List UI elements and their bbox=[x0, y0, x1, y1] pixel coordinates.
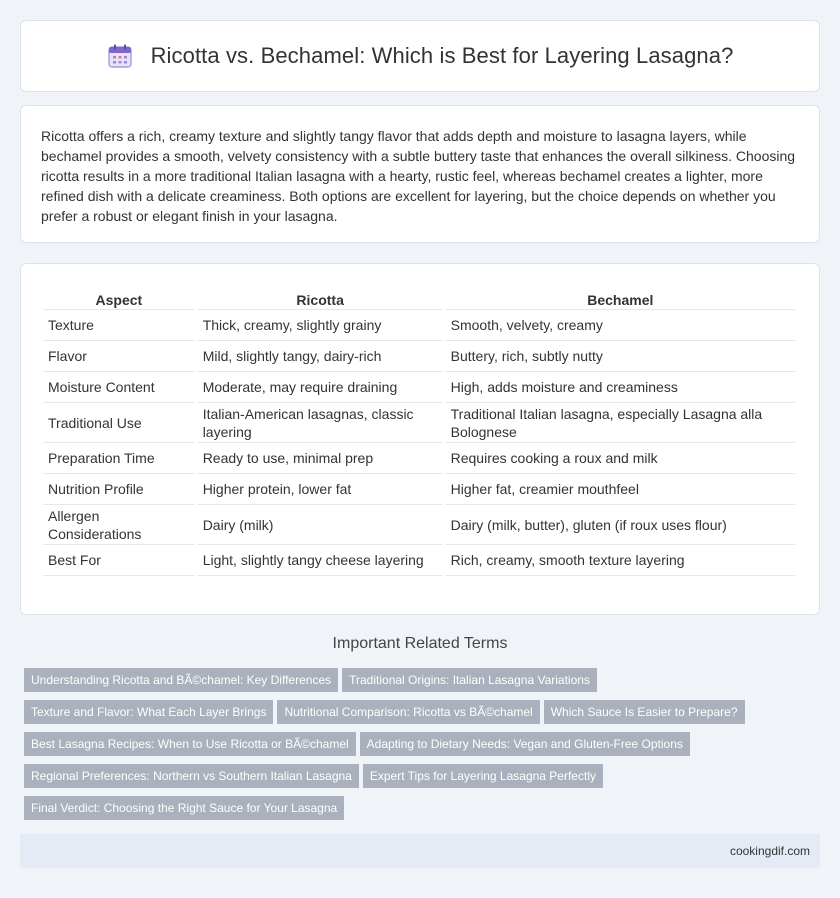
related-terms-title: Important Related Terms bbox=[332, 635, 508, 652]
table-row bbox=[43, 474, 795, 505]
related-terms-list bbox=[24, 668, 804, 828]
table-row bbox=[43, 341, 795, 372]
related-term-tag[interactable]: Traditional Origins: Italian Lasagna Variations bbox=[342, 668, 597, 692]
comparison-card bbox=[20, 263, 820, 615]
row-bechamel: Higher fat, creamier mouthfeel bbox=[446, 474, 795, 505]
row-bechamel: Buttery, rich, subtly nutty bbox=[446, 341, 795, 372]
table-row bbox=[43, 310, 795, 341]
table-row bbox=[43, 505, 795, 545]
row-ricotta: Moderate, may require draining bbox=[198, 372, 443, 403]
table-row bbox=[43, 545, 795, 576]
related-term-tag[interactable]: Best Lasagna Recipes: When to Use Ricotta or BÃ©chamel bbox=[24, 732, 356, 756]
intro-paragraph: Ricotta offers a rich, creamy texture and slightly tangy flavor that adds depth and moisture to lasagna layers, while bechamel provides a smooth, velvety consistency with a subtle buttery taste that enhances the overall silkiness. Choosing ricotta results in a more traditional Italian lasagna with a hearty, rustic feel, whereas bechamel creates a lighter, more refined dish with a delicate creaminess. Both options are excellent for layering, but the choice depends on whether you prefer a robust or elegant finish in your lasagna. bbox=[41, 128, 796, 224]
table-row bbox=[43, 443, 795, 474]
row-aspect: Allergen Considerations bbox=[43, 505, 195, 545]
row-aspect: Preparation Time bbox=[43, 443, 195, 474]
header-ricotta: Ricotta bbox=[198, 284, 443, 310]
header-bechamel: Bechamel bbox=[446, 284, 795, 310]
row-ricotta: Italian-American lasagnas, classic layering bbox=[198, 403, 443, 443]
calendar-icon bbox=[107, 43, 133, 69]
page-title: Ricotta vs. Bechamel: Which is Best for Layering Lasagna? bbox=[150, 43, 734, 68]
header-aspect: Aspect bbox=[43, 284, 195, 310]
row-aspect: Flavor bbox=[43, 341, 195, 372]
row-ricotta: Thick, creamy, slightly grainy bbox=[198, 310, 443, 341]
row-ricotta: Ready to use, minimal prep bbox=[198, 443, 443, 474]
row-ricotta: Mild, slightly tangy, dairy-rich bbox=[198, 341, 443, 372]
related-term-tag[interactable]: Regional Preferences: Northern vs Southern Italian Lasagna bbox=[24, 764, 359, 788]
related-term-tag[interactable]: Adapting to Dietary Needs: Vegan and Gluten-Free Options bbox=[360, 732, 690, 756]
row-aspect: Nutrition Profile bbox=[43, 474, 195, 505]
related-term-tag[interactable]: Expert Tips for Layering Lasagna Perfectly bbox=[363, 764, 603, 788]
row-bechamel: Traditional Italian lasagna, especially Lasagna alla Bolognese bbox=[446, 403, 795, 443]
related-term-tag[interactable]: Final Verdict: Choosing the Right Sauce for Your Lasagna bbox=[24, 796, 344, 820]
page-header bbox=[20, 20, 820, 92]
page-footer bbox=[20, 834, 820, 868]
row-aspect: Texture bbox=[43, 310, 195, 341]
row-aspect: Best For bbox=[43, 545, 195, 576]
table-row bbox=[43, 372, 795, 403]
row-ricotta: Light, slightly tangy cheese layering bbox=[198, 545, 443, 576]
row-aspect: Moisture Content bbox=[43, 372, 195, 403]
row-ricotta: Higher protein, lower fat bbox=[198, 474, 443, 505]
row-bechamel: Smooth, velvety, creamy bbox=[446, 310, 795, 341]
table-row bbox=[43, 403, 795, 443]
related-term-tag[interactable]: Understanding Ricotta and BÃ©chamel: Key Differences bbox=[24, 668, 338, 692]
row-bechamel: Requires cooking a roux and milk bbox=[446, 443, 795, 474]
row-bechamel: Rich, creamy, smooth texture layering bbox=[446, 545, 795, 576]
row-ricotta: Dairy (milk) bbox=[198, 505, 443, 545]
related-term-tag[interactable]: Nutritional Comparison: Ricotta vs BÃ©chamel bbox=[277, 700, 539, 724]
table-header-row bbox=[43, 284, 795, 310]
footer-site-link[interactable]: cookingdif.com bbox=[729, 844, 810, 858]
intro-card bbox=[20, 105, 820, 243]
comparison-table bbox=[40, 284, 798, 576]
row-bechamel: High, adds moisture and creaminess bbox=[446, 372, 795, 403]
row-aspect: Traditional Use bbox=[43, 403, 195, 443]
row-bechamel: Dairy (milk, butter), gluten (if roux uses flour) bbox=[446, 505, 795, 545]
related-term-tag[interactable]: Texture and Flavor: What Each Layer Brings bbox=[24, 700, 273, 724]
related-term-tag[interactable]: Which Sauce Is Easier to Prepare? bbox=[544, 700, 745, 724]
